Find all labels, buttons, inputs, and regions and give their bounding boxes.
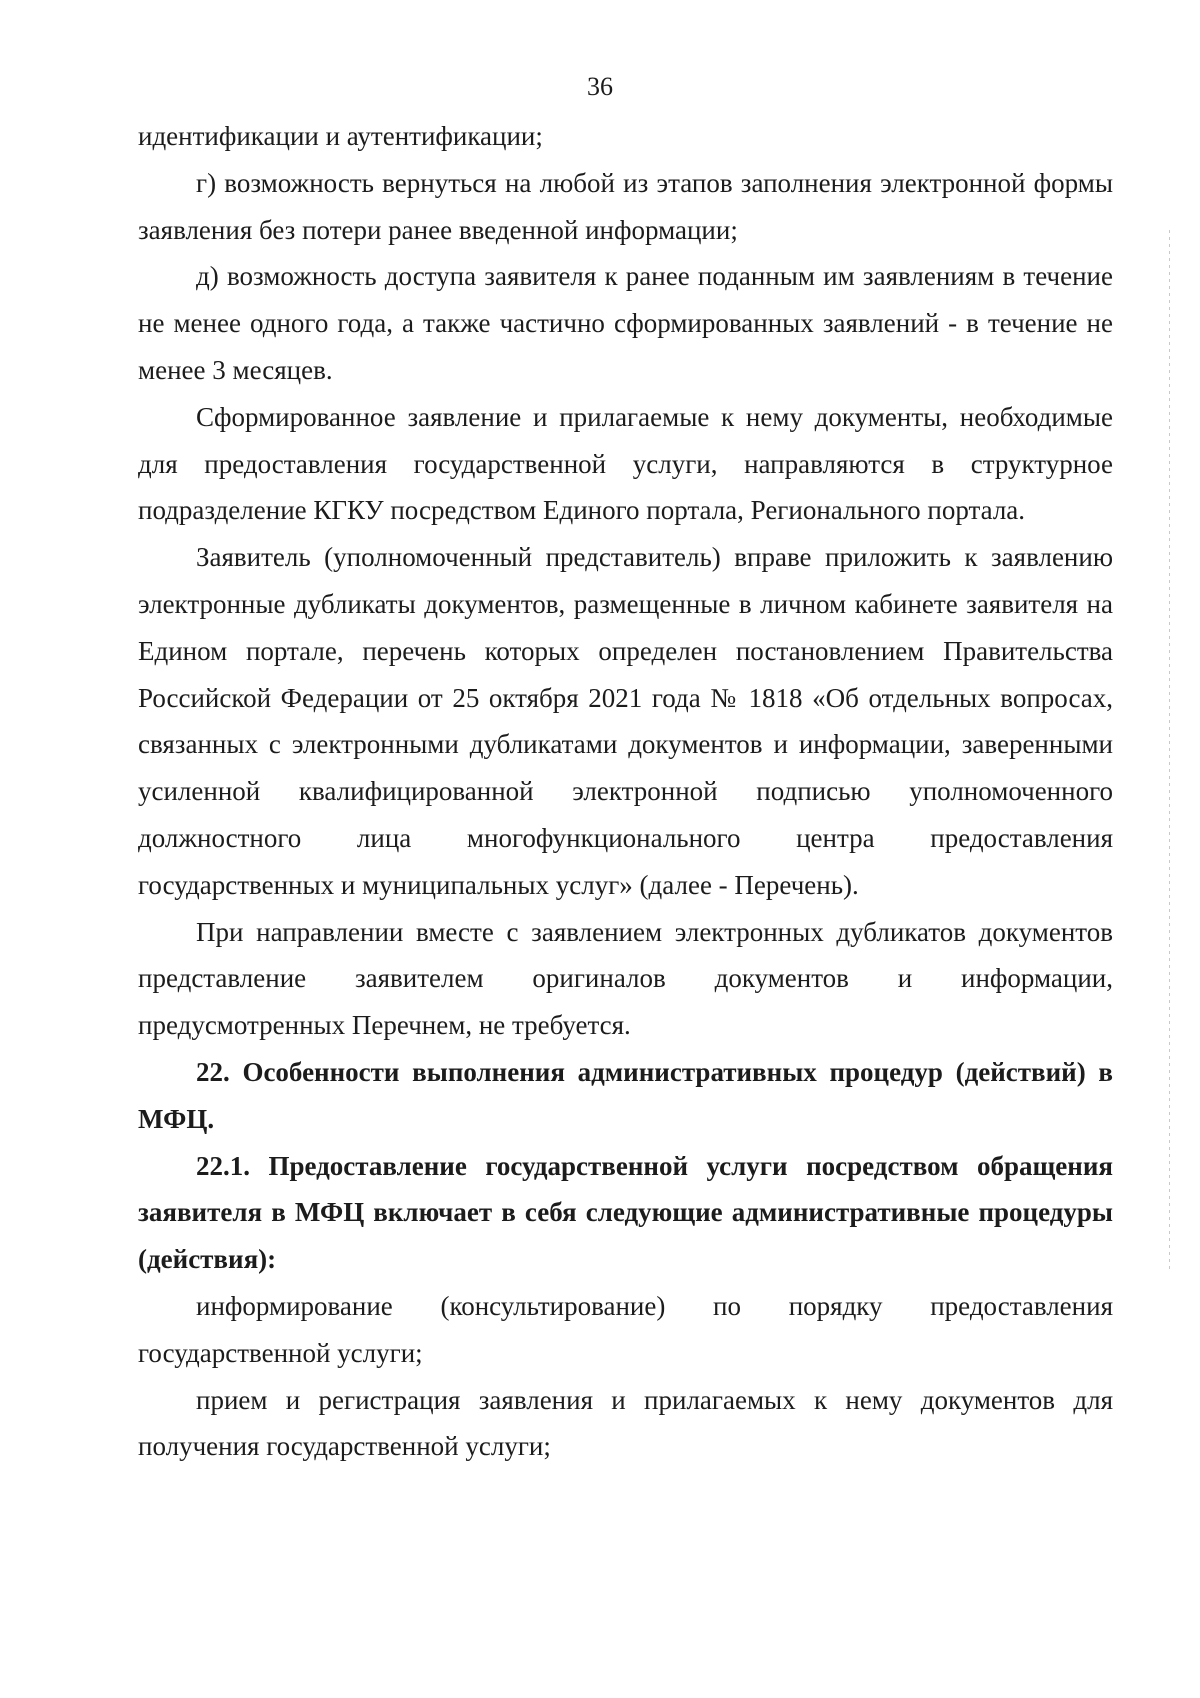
- paragraph-electronic-duplicates: Заявитель (уполномоченный представитель) вправе приложить к заявлению электронные дубликаты документов, размещенные в личном кабинете заявителя на Едином портале, перечень которых определен постановлением Правительства Российской Федерации от 25 октября 2021 года № 1818 «Об отдельных вопросах, связанных с электронными дубликатами документов и информации, заверенными усиленной квалифицированной электронной подписью уполномоченного должностного лица многофункционального центра предоставления государственных и муниципальных услуг» (далее - Перечень).: [138, 542, 1113, 900]
- paragraph-identification: идентификации и аутентификации;: [138, 121, 543, 151]
- paragraph-item-d: д) возможность доступа заявителя к ранее поданным им заявлениям в течение не менее одного года, а также частично сформированных заявлений - в течение не менее 3 месяцев.: [138, 261, 1113, 385]
- section-heading-22: 22. Особенности выполнения административных процедур (действий) в МФЦ.: [138, 1056, 1113, 1134]
- scan-edge-line: [1169, 230, 1170, 1270]
- page-number: 36: [587, 72, 613, 101]
- paragraph-submitted-application: Сформированное заявление и прилагаемые к нему документы, необходимые для предоставления государственной услуги, направляются в структурное подразделение КГКУ посредством Единого портала, Регионального портала.: [138, 401, 1113, 526]
- paragraph-informing: информирование (консультирование) по порядку предоставления государственной услуги;: [138, 1290, 1113, 1368]
- paragraph-reception-registration: прием и регистрация заявления и прилагаемых к нему документов для получения государственной услуги;: [138, 1384, 1113, 1462]
- section-heading-22-1: 22.1. Предоставление государственной услуги посредством обращения заявителя в МФЦ включает в себя следующие административные процедуры (действия):: [138, 1150, 1113, 1275]
- paragraph-item-g: г) возможность вернуться на любой из этапов заполнения электронной формы заявления без потери ранее введенной информации;: [138, 167, 1113, 245]
- paragraph-originals-not-required: При направлении вместе с заявлением электронных дубликатов документов представление заявителем оригиналов документов и информации, предусмотренных Перечнем, не требуется.: [138, 916, 1113, 1041]
- document-body: [138, 113, 1113, 1470]
